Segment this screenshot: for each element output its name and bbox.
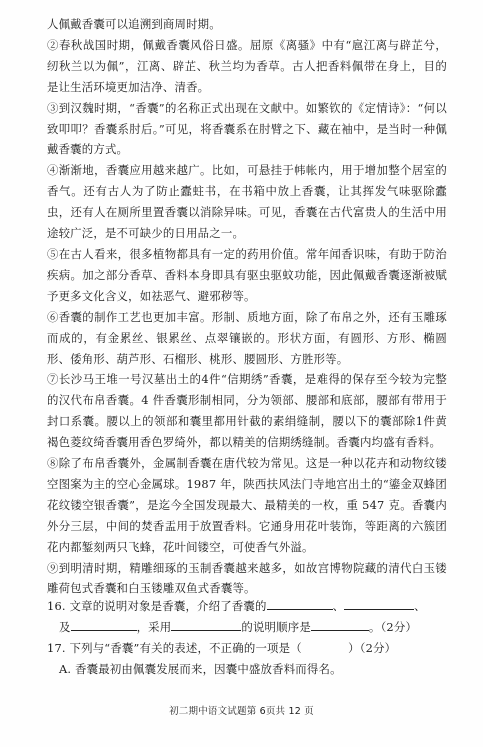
question-16-separator: 、 <box>332 599 345 613</box>
answer-blank-4[interactable] <box>171 617 241 631</box>
question-16-line-2 <box>47 617 447 638</box>
question-section <box>47 596 447 680</box>
page-footer: 初二期中语文试题第 6页共 12 页 <box>169 706 314 717</box>
reading-passage <box>47 14 447 599</box>
question-16-line-end: 、 <box>414 599 426 613</box>
paragraph-5: ⑤在古人看来，很多植物都具有一定的药用价值。常年闻香识味，有助于防治疾病。加之部分香草、香料本身即具有驱虫驱蚊功能，因此佩戴香囊逐渐被赋予更多文化含义，如祛恶气、避邪秽等。 <box>47 246 447 303</box>
paragraph-9: ⑨到明清时期，精雕细琢的玉制香囊越来越多，如故宫博物院藏的清代白玉镂雕荷包式香囊和白玉镂雕双鱼式香囊等。 <box>47 560 447 596</box>
question-16-use: ，采用 <box>136 619 172 634</box>
question-16-line-1 <box>47 596 447 617</box>
question-16-and: 及 <box>59 619 71 634</box>
question-16-order: 的说明顺序是 <box>241 619 311 634</box>
paragraph-3: ③到汉魏时期，“香囊”的名称正式出现在文献中。如繁钦的《定情诗》：“何以致叩叩？香囊系肘后。”可见，将香囊系在肘臂之下、藏在袖中，是当时一种佩戴香囊的方式。 <box>47 100 447 157</box>
question-16-score: 。（2分） <box>368 619 418 634</box>
paragraph-6: ⑥香囊的制作工艺也更加丰富。形制、质地方面，除了布帛之外，还有玉雕琢而成的，有金累丝、银累丝、点翠镶嵌的。形状方面，有圆形、方形、椭圆形、倭角形、葫芦形、石榴形、桃形、腰圆形、方胜形等。 <box>47 309 447 366</box>
paragraph-8: ⑧除了布帛香囊外，金属制香囊在唐代较为常见。这是一种以花卉和动物纹镂空图案为主的空心金属球。1987 年，陕西扶风法门寺地宫出土的“鎏金双蜂团花纹镂空银香囊”，是迄今全国发现最大、最精美的一枚，重 547 克。香囊内外分三层，中间的焚香盂用于放置香料。它通身用花叶装饰，等距离的六簇团花内都錾刻两只飞蜂，花叶间镂空，可使香气外溢。 <box>47 456 447 554</box>
question-16-stem: 16. 文章的说明对象是香囊，介绍了香囊的 <box>47 599 267 613</box>
paragraph-7: ⑦长沙马王堆一号汉墓出土的4件“信期绣”香囊，是难得的保存至今较为完整的汉代布帛香囊。4 件香囊形制相同，分为领部、腰部和底部，腰部有带用于封口系囊。腰以上的领部和囊里都用针截的素绢缝制，腰以下的囊部除1件黄褐色菱纹绮香囊用香色罗绮外，都以精美的信期绣缝制。香囊内均盛有香料。 <box>47 372 447 450</box>
question-17-stem: 17. 下列与“香囊”有关的表述，不正确的一项是（ ）（2分） <box>47 640 397 655</box>
answer-blank-2[interactable] <box>344 596 414 610</box>
paragraph-1-tail: 人佩戴香囊可以追溯到商周时期。 <box>47 17 221 31</box>
answer-blank-5[interactable] <box>311 617 369 631</box>
answer-blank-1[interactable] <box>267 596 333 610</box>
answer-blank-3[interactable] <box>71 617 137 631</box>
question-17-option-a: A. 香囊最初由佩囊发展而来，因囊中盛放香料而得名。 <box>59 661 342 676</box>
paragraph-4: ④渐渐地，香囊应用越来越广。比如，可悬挂于帏帐内，用于增加整个居室的香气。还有古人为了防止蠹蛀书，在书箱中放上香囊，让其挥发气味驱除蠹虫，还有人在厕所里置香囊以消除异味。可见，香囊在古代富贵人的生活中用途较广泛，是不可缺少的日用品之一。 <box>47 163 447 241</box>
paragraph-2: ②春秋战国时期，佩戴香囊风俗日盛。屈原《离骚》中有“扈江离与辟芷兮，纫秋兰以为佩”，江离、辟芷、秋兰均为香草。古人把香料佩带在身上，目的是让生活环境更加洁净、清香。 <box>47 37 447 94</box>
